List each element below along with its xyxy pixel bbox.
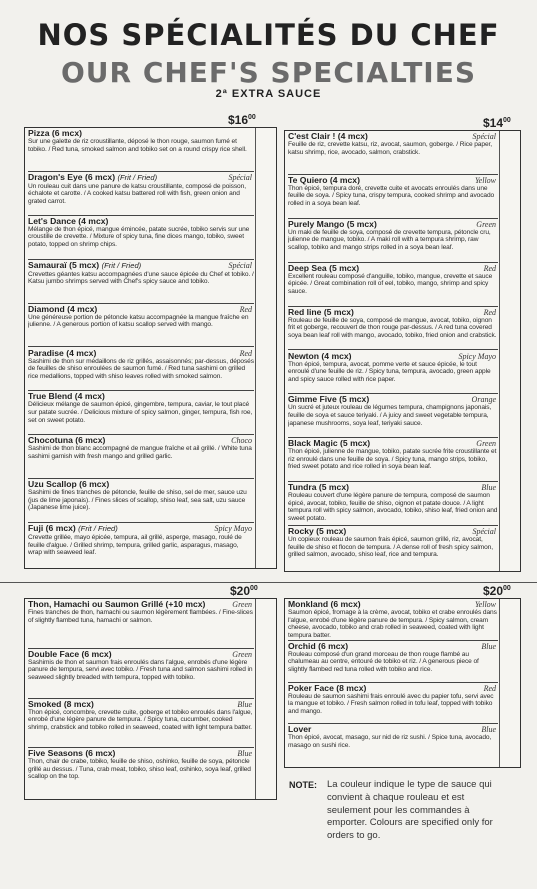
menu-item-title: Pizza (6 mcx) <box>28 128 82 138</box>
menu-item <box>28 216 254 260</box>
menu-item-header <box>288 683 498 693</box>
menu-item-header <box>288 175 498 185</box>
page-title-en: OUR CHEF'S SPECIALTIES <box>60 56 477 89</box>
menu-item-title: Thon, Hamachi ou Saumon Grillé (+10 mcx) <box>28 599 206 609</box>
panel-14-specialties <box>284 130 521 572</box>
extra-sauce-subtitle: 2ª EXTRA SAUCE <box>215 88 322 100</box>
menu-item <box>288 482 498 526</box>
menu-item <box>28 748 254 798</box>
menu-item-description: Sashimi de thon sur médaillons de riz grillés, assaisonnés; par-dessus, déposés de feuilles de shiso enroulées de saumon fumé. / Red tuna sashimi on grilled rice medallions, topped with shiso leaves rolled with smoked salmon. <box>28 357 254 380</box>
menu-item-title: Gimme Five (5 mcx) <box>288 394 370 405</box>
menu-item <box>28 435 254 479</box>
menu-item-name <box>288 131 368 141</box>
menu-item-description: Thon épicé, avocat, masago, sur nid de riz sushi. / Spice tuna, avocado, masago on sushi rice. <box>288 734 492 749</box>
panel-20-specialties-right <box>284 598 521 768</box>
menu-item-title: Fuji (6 mcx) <box>28 523 76 534</box>
menu-item-sauce: Red <box>483 307 496 317</box>
menu-item-name <box>28 649 112 659</box>
menu-item-name <box>28 128 82 138</box>
menu-item-sauce: Green <box>232 649 252 659</box>
menu-item-name <box>288 219 377 229</box>
menu-item-sauce: Green <box>476 439 496 449</box>
menu-item-name <box>288 438 370 448</box>
menu-item-sauce: Spicy Mayo <box>458 351 496 361</box>
menu-item-name <box>28 699 94 709</box>
menu-item-description: Thon épicé, tempura, avocat, pomme verte et sauce épicée, le tout enroulé d'une feuille de riz. / Spicy tuna, tempura, avocado, green apple and spicy sauce rolled with rice paper. <box>288 360 491 383</box>
panel-16-specialties <box>24 127 277 569</box>
menu-item-sauce: Blue <box>481 725 496 735</box>
menu-item <box>288 394 498 438</box>
menu-item-description: Rouleau de saumon sashimi frais enroulé avec du papier tofu, servi avec la mangue et tobiko. / Fresh salmon rolled in tofu leaf, topped with tobiko and mango. <box>288 692 494 715</box>
menu-item-name <box>288 683 366 693</box>
menu-item-sauce: Yellow <box>474 600 496 609</box>
menu-item <box>288 175 498 219</box>
menu-item-description: Rouleau composé d'un grand morceau de thon rouge flambé au chalumeau au centre, entouré de tobiko et riz. / A generous piece of slightly flambed red tuna rolled with tobiko and rice. <box>288 650 479 673</box>
menu-item-title: True Blend (4 mcx) <box>28 391 105 402</box>
menu-item-description: Un rouleau cuit dans une panure de katsu croustillante, composé de poisson, échalote et carotte. / A cooked katsu battered roll with fish, green onion and grated carrot. <box>28 182 246 206</box>
menu-item-title: Tundra (5 mcx) <box>288 482 349 493</box>
menu-item-name <box>28 260 141 271</box>
menu-item-title: Purely Mango (5 mcx) <box>288 218 377 229</box>
menu-item <box>288 219 498 263</box>
price-20-left: $\$20^{00}$ <box>230 584 258 598</box>
menu-item-sauce: Orange <box>471 395 496 405</box>
menu-item-sauce: Spécial <box>228 260 252 270</box>
menu-item-sauce: Blue <box>481 641 496 651</box>
menu-item-sauce: Spécial <box>472 527 496 537</box>
menu-item-name <box>28 748 115 758</box>
menu-item-description: Une généreuse portion de pétoncle katsu accompagnée la mangue fraîche en julienne. / A generous portion of katsu scallop served with mango. <box>28 313 249 329</box>
menu-item <box>28 391 254 435</box>
menu-item-header <box>288 351 498 361</box>
menu-item-description: Un copieux rouleau de saumon frais épicé, saumon grillé, riz, avocat, feuille de shiso et flocon de tempura. / A dense roll of fresh spicy salmon, grilled salmon, avocado, shiso leaf, rice and tempura. <box>288 536 493 559</box>
menu-item <box>28 128 254 172</box>
menu-item-name <box>28 216 108 226</box>
menu-item-header <box>28 599 254 609</box>
menu-item-header <box>28 348 254 358</box>
price-14: $\$14^{00}$ <box>483 116 511 130</box>
menu-item-title: Five Seasons (6 mcx) <box>28 748 116 759</box>
menu-item-description: Un maki de feuille de soya, composé de crevette tempura, pétoncle cru, julienne de mangue, tobiko. / A maki roll with a tempura shrimp, raw scallop, tobiko and mango strips rolled in a soya bean leaf. <box>288 228 491 251</box>
menu-item-description: Rouleau couvert d'une légère panure de tempura, composé de saumon épicé, avocat, tobiko, feuille de shiso, oignon et patate douce. / A light tempura roll with spicy salmon, avocado, tobiko, shiso leaf, fried onion and sweet potato. <box>288 492 498 522</box>
menu-item-sauce: Green <box>476 219 496 229</box>
menu-item <box>288 351 498 395</box>
menu-item-description: Sashimis de thon et saumon frais enroulés dans l'algue, enrobés d'une légère panure de tempura, servi avec tobiko. / Fresh tuna and salmon sashimi rolled in seaweed slightly breaded with tempura, topped with tobiko. <box>28 658 253 681</box>
menu-item-description: Crevettes géantes katsu accompagnées d'une sauce épicée du Chef et tobiko. / Katsu jumbo shrimps served with Chef's spicy sauce and tobiko. <box>28 270 254 286</box>
menu-item <box>28 699 254 749</box>
menu-item-description: Thon épicé, concombre, crevette cuite, goberge et tobiko enroulés dans l'algue, enrobé d'une légère panure de tempura. / Spicy tuna, cucumber, cooked shrimp, crabstick and tobiko rolled in seaweed, coated with light tempura batter. <box>28 708 253 731</box>
menu-item-name <box>28 479 109 489</box>
menu-item-sauce: Red <box>483 683 496 693</box>
menu-item-fried-tag: (Frit / Fried) <box>101 260 142 270</box>
menu-item-description: Saumon épicé, fromage à la crème, avocat, tobiko et crabe enroulés dans l'algue, enrobé d'une légère panure de tempura. / Spicy salmon, cream cheese, avocado, tobiko and crab rolled in seaweed, coated with light tempura batter. <box>288 609 497 639</box>
menu-item-title: Dragon's Eye (6 mcx) <box>28 171 116 182</box>
menu-item-fried-tag: (Frit / Fried) <box>117 172 158 182</box>
menu-item-header <box>288 599 498 609</box>
menu-item-name <box>288 263 359 273</box>
menu-item-title: Double Face (6 mcx) <box>28 648 112 659</box>
menu-item-sauce: Choco <box>231 436 252 446</box>
page-title-fr: NOS SPÉCIALITÉS DU CHEF <box>37 18 500 52</box>
menu-item-header <box>28 748 254 758</box>
menu-item-header <box>28 172 254 183</box>
menu-item-description: Crevette grillée, mayo épicée, tempura, ail grillé, asperge, masago, roulé de feuille d'algue. / Grilled shrimp, tempura, grilled garlic, asparagus, masago, wrap with seaweed leaf. <box>28 534 242 557</box>
menu-item <box>288 263 498 307</box>
menu-item-header <box>28 128 254 138</box>
menu-item-description: Thon épicé, julienne de mangue, tobiko, patate sucrée frite croustillante et riz enroulé dans une feuille de soya. / Spicy tuna, mango strips, tobiko, fried sweet potato and rice rolled in soya bean leaf. <box>288 448 497 471</box>
menu-item-title: Uzu Scallop (6 mcx) <box>28 479 110 490</box>
menu-item-sauce: Red <box>239 304 252 314</box>
menu-item-header <box>28 523 254 534</box>
menu-item <box>28 260 254 304</box>
menu-item-description: Délicieux mélange de saumon épicé, gingembre, tempura, caviar, le tout placé sur patate sucrée. / Delicious mixture of spicy salmon, ginger, tempura, fish roe, set on sweet potato. <box>28 401 253 424</box>
menu-item-name <box>288 175 360 185</box>
menu-item-header <box>288 263 498 273</box>
menu-item-sauce: Yellow <box>474 175 496 185</box>
menu-item-title: Diamond (4 mcx) <box>28 303 98 314</box>
menu-item-sauce: Blue <box>481 483 496 493</box>
menu-item-title: Samauraï (5 mcx) <box>28 259 100 270</box>
menu-item-title: Black Magic (5 mcx) <box>288 438 371 449</box>
menu-item-name <box>28 435 105 445</box>
menu-item <box>288 683 498 725</box>
menu-item <box>28 649 254 699</box>
menu-item <box>288 131 498 175</box>
menu-item-name <box>288 351 352 361</box>
menu-item-title: Smoked (8 mcx) <box>28 698 94 709</box>
menu-item-description: Fines tranches de thon, hamachi ou saumon légèrement flambées. / Fine-slices of slightly flambed tuna, hamachi or salmon. <box>28 609 253 624</box>
menu-item-title: Poker Face (8 mcx) <box>288 682 367 693</box>
menu-item <box>28 172 254 216</box>
menu-item <box>28 599 254 649</box>
menu-item <box>28 523 254 567</box>
menu-item-title: Chocotuna (6 mcx) <box>28 435 106 446</box>
menu-item <box>288 526 498 570</box>
menu-item-title: Newton (4 mcx) <box>288 350 352 361</box>
menu-item-name <box>28 523 118 534</box>
menu-item-name <box>28 304 97 314</box>
menu-item-header <box>28 649 254 659</box>
note-label: NOTE: <box>289 780 317 790</box>
menu-item-name <box>288 526 346 536</box>
menu-item-title: Orchid (6 mcx) <box>288 640 349 651</box>
menu-item-sauce: Red <box>483 263 496 273</box>
menu-item <box>288 724 498 766</box>
menu-item-title: Rocky (5 mcx) <box>288 526 347 537</box>
menu-item-sauce: Green <box>232 600 252 609</box>
menu-item-title: Let's Dance (4 mcx) <box>28 215 109 226</box>
menu-item-name <box>288 482 349 492</box>
menu-item-description: Sashimi de thon blanc accompagné de mangue fraîche et ail grillé. / White tuna sashimi garnish with fresh mango and grilled garlic. <box>28 445 252 460</box>
menu-item-sauce: Blue <box>237 749 252 759</box>
menu-item <box>288 641 498 683</box>
menu-item-description: Thon épicé, tempura doré, crevette cuite et avocats enroulés dans une feuille de soya. / Spicy tuna, crispy tempura, cooked shrimp and avocado rolled in a soya bean leaf. <box>288 184 495 208</box>
menu-item <box>28 348 254 392</box>
menu-item-sauce: Red <box>239 348 252 358</box>
menu-item-description: Mélange de thon épicé, mangue émincée, patate sucrée, tobiko servis sur une croustille de crevette. / Mixture of spicy tuna, fine dices mango, tobiko, sweet potato, topped on shrimp chips. <box>28 225 250 248</box>
menu-item-header <box>28 216 254 226</box>
menu-item-description: Sashimi de fines tranches de pétoncle, feuille de shiso, sel de mer, sauce uzu (jus de lime japonais). / Fines slices of scallop, shiso leaf, sea salt, uzu sauce (Japanese lime juice). <box>28 489 247 512</box>
menu-item-name <box>288 394 369 404</box>
menu-item-title: Monkland (6 mcx) <box>288 599 361 609</box>
panel-20-specialties-left <box>24 598 277 800</box>
menu-item-title: Te Quiero (4 mcx) <box>288 174 360 185</box>
menu-item-header <box>288 438 498 448</box>
menu-item-header <box>28 479 254 489</box>
menu-item-name <box>288 599 361 609</box>
menu-item <box>28 304 254 348</box>
menu-item-sauce: Spicy Mayo <box>214 524 252 534</box>
menu-item-header <box>28 260 254 271</box>
menu-item <box>288 599 498 641</box>
menu-item-description: Un sucré et juteux rouleau de légumes tempura, champignons japonais, feuille de soya et sauce teriyaki. / A juicy and sweet vegetable tempura, japanese mushrooms, soya leaf, teriyaki sauce. <box>288 404 492 427</box>
menu-item-description: Rouleau de feuille de soya, composé de mangue, avocat, tobiko, oignon frit et goberge, recouvert de thon rouge par-dessus. / A red tuna covered soya bean leaf roll with mango, avocado, tobiko, fried onion and crabstick. <box>288 316 497 339</box>
section-divider <box>0 582 537 583</box>
menu-item-name <box>28 599 205 609</box>
menu-item-name <box>28 172 157 183</box>
menu-item-title: Lover <box>288 724 312 735</box>
menu-item-header <box>288 219 498 229</box>
menu-item-title: C'est Clair ! (4 mcx) <box>288 131 368 141</box>
menu-item-header <box>28 391 254 401</box>
menu-item-name <box>288 641 348 651</box>
menu-item-header <box>288 394 498 404</box>
price-16: $\$16^{00}$ <box>228 113 256 127</box>
menu-item-header <box>288 307 498 317</box>
menu-item-title: Paradise (4 mcx) <box>28 347 97 358</box>
menu-item-header <box>288 641 498 651</box>
note-text: La couleur indique le type de sauce qui convient à chaque rouleau et est seulement pour les commandes à emporter. Colours are specified only for orders to go. <box>327 779 493 842</box>
menu-item-header <box>28 435 254 445</box>
menu-item-description: Excellent rouleau composé d'anguille, tobiko, mangue, crevette et sauce épicée. / Great combination roll of eel, tobiko, mango, shrimp and spicy sauce. <box>288 272 493 295</box>
menu-item-header <box>28 699 254 709</box>
menu-item-header <box>288 131 498 141</box>
menu-item-title: Deep Sea (5 mcx) <box>288 262 360 273</box>
menu-item <box>288 438 498 482</box>
menu-item-name <box>28 348 96 358</box>
menu-item-name <box>28 391 105 401</box>
menu-item <box>28 479 254 523</box>
menu-item-header <box>288 482 498 492</box>
menu-item-name <box>288 307 354 317</box>
menu-item-header <box>288 526 498 536</box>
menu-item-description: Feuille de riz, crevette katsu, riz, avocat, saumon, goberge. / Rice paper, katsu shrimp, rice, avocado, salmon, crabstick. <box>288 141 492 156</box>
menu-item-name <box>288 724 311 734</box>
menu-item-description: Thon, chair de crabe, tobiko, feuille de shiso, oshinko, feuille de soya, pétoncle grillé au dessus. / Tuna, crab meat, tobiko, shiso leaf, oshinko, soya leaf, grilled scallop on the top. <box>28 758 251 781</box>
menu-item-header <box>288 724 498 734</box>
menu-item-sauce: Blue <box>237 699 252 709</box>
menu-item-sauce: Spécial <box>228 172 252 182</box>
menu-item-header <box>28 304 254 314</box>
menu-item-sauce: Spécial <box>472 132 496 141</box>
menu-item-description: Sur une galette de riz croustillante, déposé le thon rouge, saumon fumé et tobiko. / Red tuna, smoked salmon and tobiko set on a round crispy rice shell. <box>28 138 247 153</box>
menu-item-title: Red line (5 mcx) <box>288 306 354 317</box>
price-20-right: $\$20^{00}$ <box>483 584 511 598</box>
menu-item <box>288 307 498 351</box>
menu-item-fried-tag: (Frit / Fried) <box>78 524 118 534</box>
